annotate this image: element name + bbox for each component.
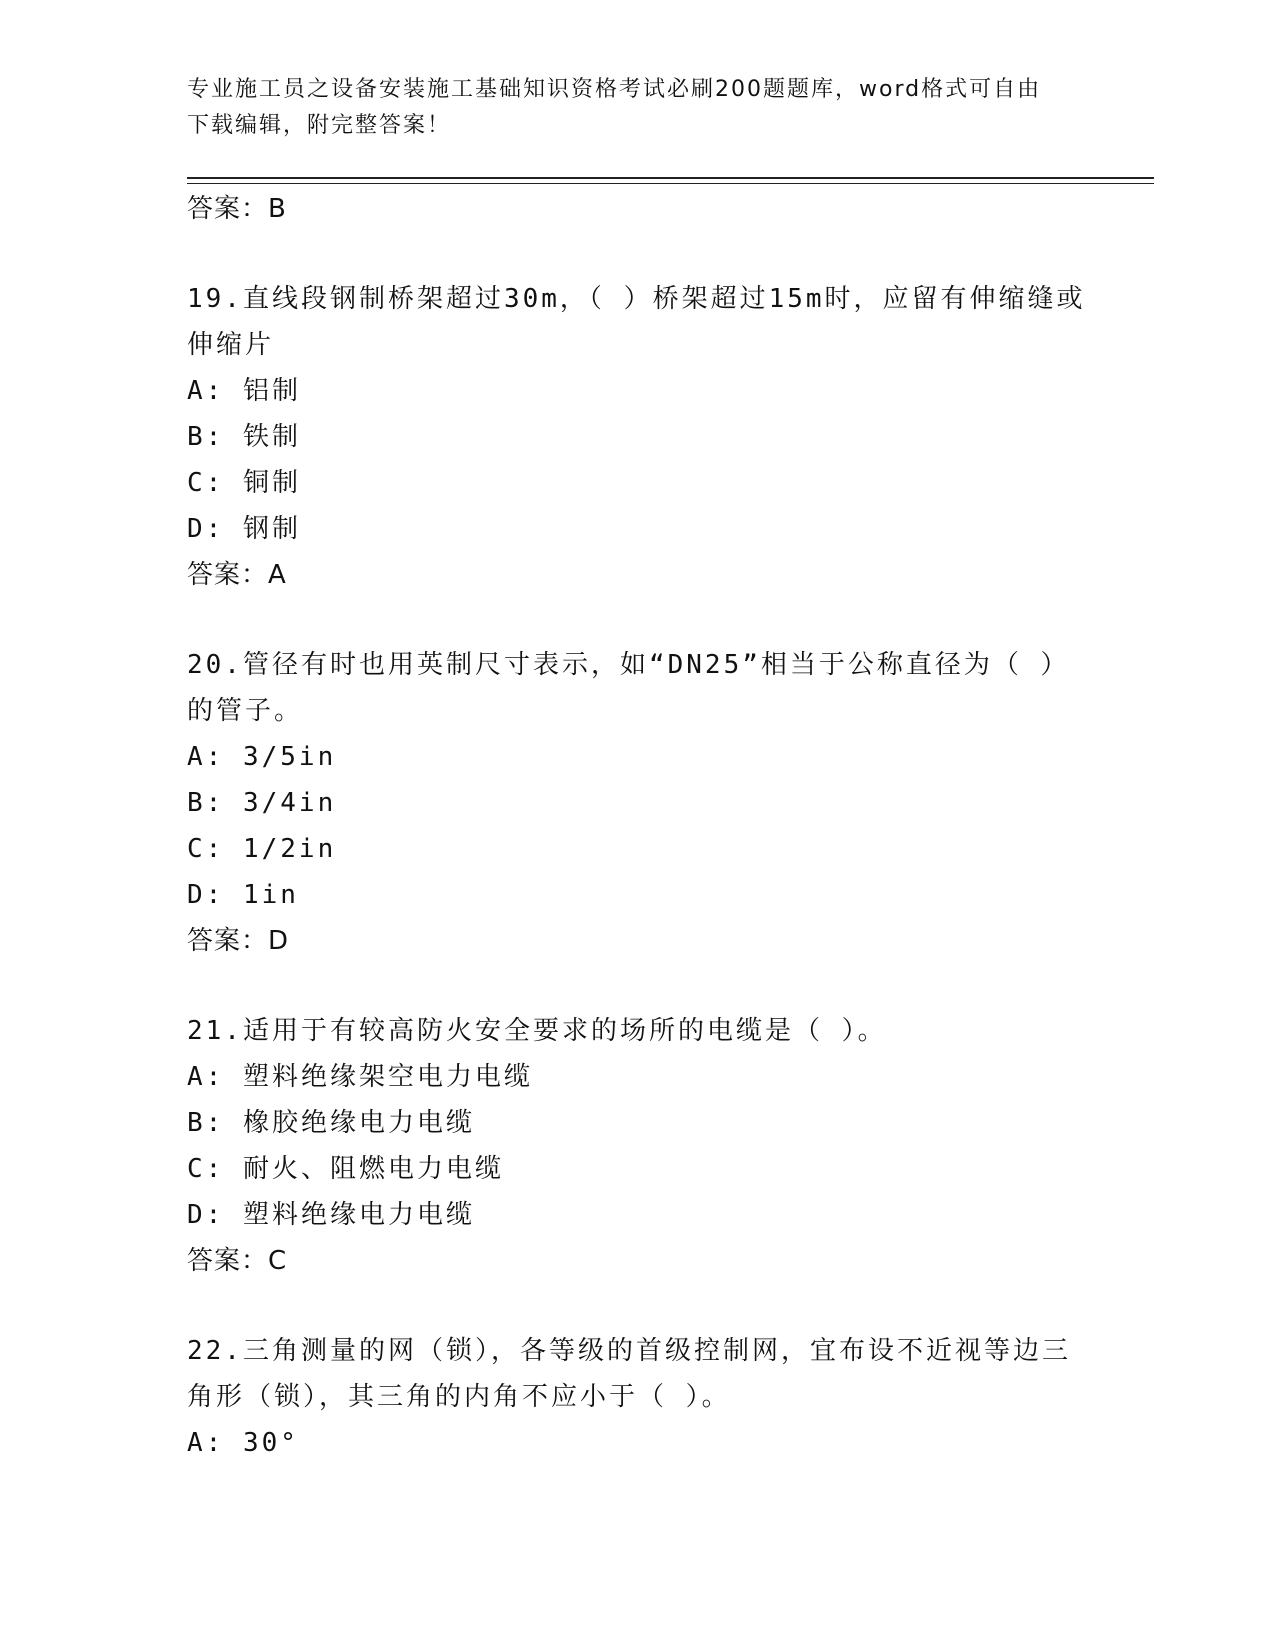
document-header <box>187 72 1087 144</box>
question-line: 19.直线段钢制桥架超过30m，（ ）桥架超过15m时，应留有伸缩缝或 <box>187 284 1086 314</box>
answer-line: 答案：B <box>187 194 287 224</box>
question-block-22 <box>187 1328 1087 1466</box>
question-block-19 <box>187 276 1087 598</box>
option-a: A: 3/5in <box>187 742 337 772</box>
question-block-20 <box>187 642 1087 964</box>
option-c: C: 耐火、阻燃电力电缆 <box>187 1154 504 1184</box>
question-block-21 <box>187 1008 1087 1284</box>
header-line-1: 专业施工员之设备安装施工基础知识资格考试必刷200题题库，word格式可自由 <box>187 77 1042 102</box>
question-line: 角形（锁），其三角的内角不应小于（ ）。 <box>187 1382 731 1412</box>
option-a: A: 30° <box>187 1428 299 1458</box>
header-divider-thin <box>187 183 1154 184</box>
question-list <box>187 186 1087 1466</box>
answer-line: 答案：A <box>187 560 287 590</box>
option-b: B: 橡胶绝缘电力电缆 <box>187 1108 475 1138</box>
option-b: B: 3/4in <box>187 788 337 818</box>
question-line: 伸缩片 <box>187 330 275 360</box>
option-a: A: 铝制 <box>187 376 301 406</box>
option-a: A: 塑料绝缘架空电力电缆 <box>187 1062 533 1092</box>
answer-line: 答案：C <box>187 1246 288 1276</box>
question-text <box>187 1008 1087 1054</box>
option-b: B: 铁制 <box>187 422 301 452</box>
answer-line: 答案：D <box>187 926 290 956</box>
option-d: D: 塑料绝缘电力电缆 <box>187 1200 475 1230</box>
question-text <box>187 276 1087 368</box>
option-c: C: 1/2in <box>187 834 337 864</box>
option-d: D: 1in <box>187 880 299 910</box>
header-line-2: 下载编辑，附完整答案！ <box>187 113 452 138</box>
question-text <box>187 642 1087 734</box>
option-d: D: 钢制 <box>187 514 301 544</box>
question-text <box>187 1328 1087 1420</box>
question-line: 的管子。 <box>187 696 304 726</box>
header-divider-thick <box>187 177 1154 179</box>
option-c: C: 铜制 <box>187 468 301 498</box>
question-line: 22.三角测量的网（锁），各等级的首级控制网，宜布设不近视等边三 <box>187 1336 1071 1366</box>
question-line: 20.管径有时也用英制尺寸表示，如“DN25”相当于公称直径为（ ） <box>187 650 1070 680</box>
question-line: 21.适用于有较高防火安全要求的场所的电缆是（ ）。 <box>187 1016 887 1046</box>
